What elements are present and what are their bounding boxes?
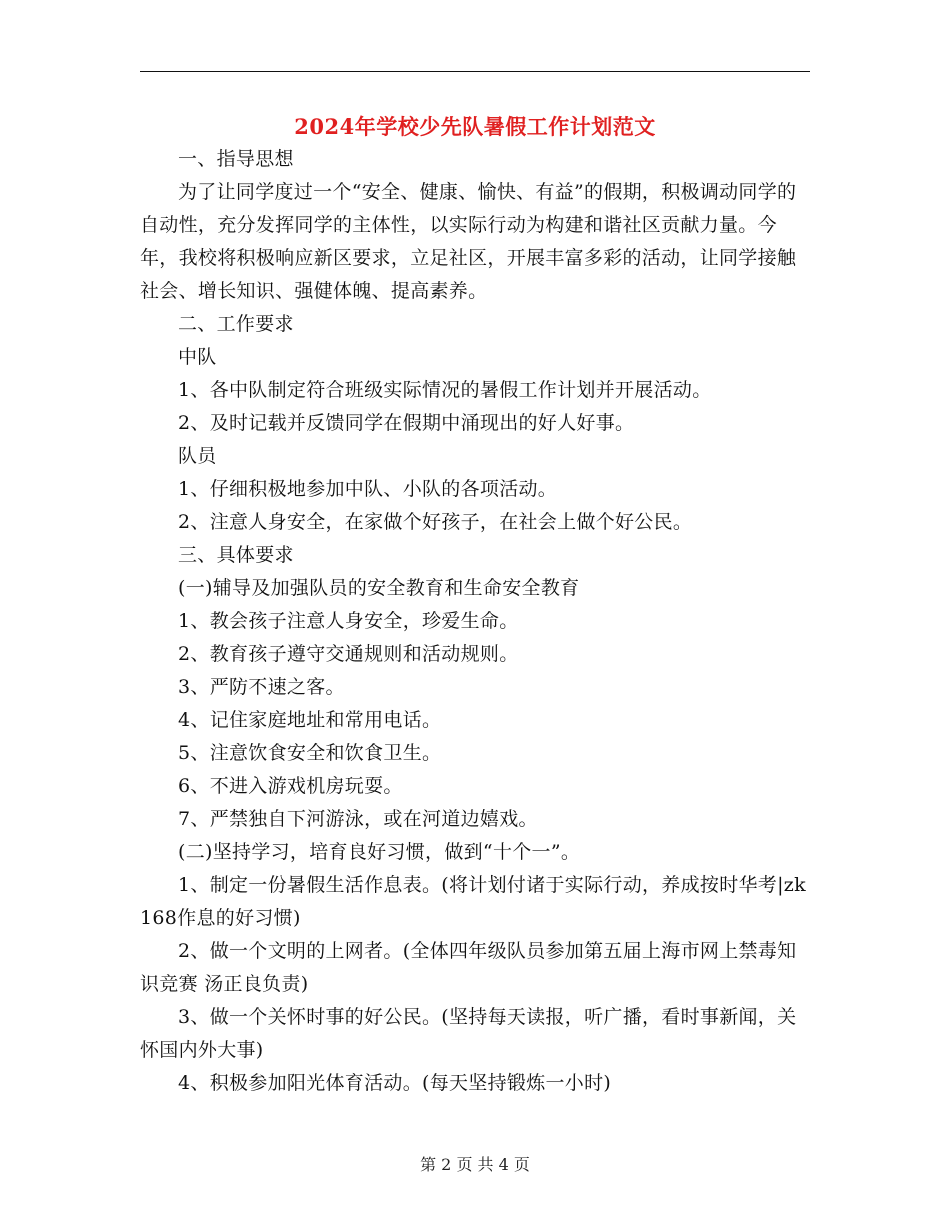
paragraph: 1、教会孩子注意人身安全，珍爱生命。 [178,610,519,632]
page-number: 第 2 页 共 4 页 [420,1155,530,1174]
paragraph: 2、注意人身安全，在家做个好孩子，在社会上做个好公民。 [178,511,693,533]
paragraph: 3、严防不速之客。 [178,676,345,698]
paragraph: 队员 [178,445,217,467]
paragraph: 4、记住家庭地址和常用电话。 [178,709,442,731]
paragraph: 2、做一个文明的上网者。(全体四年级队员参加第五届上海市网上禁毒知识竞赛 汤正良负责) [140,940,797,995]
paragraph: 6、不进入游戏机房玩耍。 [178,775,403,797]
paragraph: 二、工作要求 [178,313,294,335]
paragraph: 1、仔细积极地参加中队、小队的各项活动。 [178,478,558,500]
paragraph: 1、各中队制定符合班级实际情况的暑假工作计划并开展活动。 [178,379,712,401]
paragraph: 5、注意饮食安全和饮食卫生。 [178,742,442,764]
paragraph: 4、积极参加阳光体育活动。(每天坚持锻炼一小时) [178,1072,612,1094]
paragraph: 为了让同学度过一个“安全、健康、愉快、有益”的假期，积极调动同学的自动性，充分发挥同学的主体性，以实际行动为构建和谐社区贡献力量。今年，我校将积极响应新区要求，立足社区，开展丰富多彩的活动，让同学接触社会、增长知识、强健体魄、提高素养。 [140,181,797,302]
paragraph: 2、教育孩子遵守交通规则和活动规则。 [178,643,519,665]
header-rule [140,71,810,72]
paragraph: 1、制定一份暑假生活作息表。(将计划付诸于实际行动，养成按时华考|zk168作息的好习惯) [140,874,806,929]
paragraph: (二)坚持学习，培育良好习惯，做到“十个一”。 [178,841,581,863]
paragraph: 7、严禁独自下河游泳，或在河道边嬉戏。 [178,808,538,830]
paragraph: (一)辅导及加强队员的安全教育和生命安全教育 [178,577,580,599]
paragraph: 2、及时记载并反馈同学在假期中涌现出的好人好事。 [178,412,635,434]
paragraph: 三、具体要求 [178,544,294,566]
paragraph: 中队 [178,346,217,368]
document-body [140,143,810,1100]
paragraph: 3、做一个关怀时事的好公民。(坚持每天读报，听广播，看时事新闻，关怀国内外大事) [140,1006,797,1061]
paragraph: 一、指导思想 [178,148,294,170]
document-title: 2024年学校少先队暑假工作计划范文 [294,114,656,139]
